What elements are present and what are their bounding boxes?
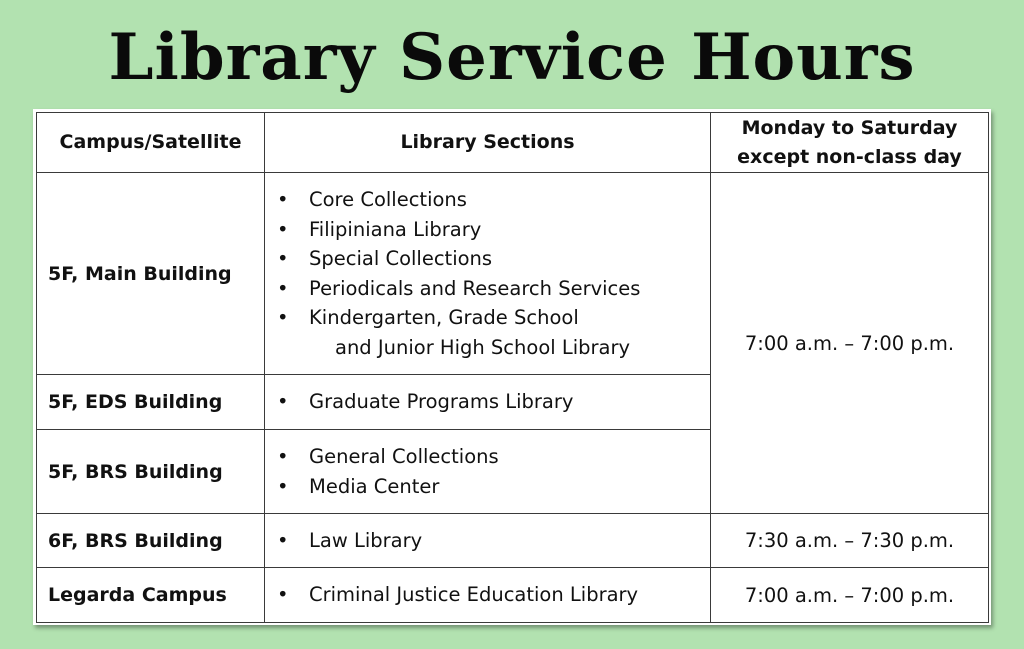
sections-cell bbox=[265, 568, 711, 623]
list-item: • Criminal Justice Education Library bbox=[275, 580, 710, 610]
table-row bbox=[37, 514, 989, 568]
table-row bbox=[37, 173, 989, 375]
campus-cell: 6F, BRS Building bbox=[37, 514, 265, 568]
header-hours-line2: except non-class day bbox=[737, 145, 962, 168]
header-hours-line1: Monday to Saturday bbox=[741, 116, 958, 139]
hours-cell: 7:00 a.m. – 7:00 p.m. bbox=[711, 568, 989, 623]
hours-cell: 7:30 a.m. – 7:30 p.m. bbox=[711, 514, 989, 568]
sections-cell bbox=[265, 514, 711, 568]
hours-table bbox=[36, 112, 989, 623]
list-item: • Law Library bbox=[275, 526, 710, 556]
list-item-text: Kindergarten, Grade School bbox=[309, 306, 579, 329]
campus-cell: 5F, BRS Building bbox=[37, 430, 265, 514]
list-item: • Core Collections bbox=[275, 185, 710, 215]
table-row bbox=[37, 568, 989, 623]
list-item: • Media Center bbox=[275, 472, 710, 502]
list-item: • Periodicals and Research Services bbox=[275, 274, 710, 304]
campus-cell: 5F, Main Building bbox=[37, 173, 265, 375]
list-item: • Filipiniana Library bbox=[275, 215, 710, 245]
list-item: • Special Collections bbox=[275, 244, 710, 274]
sections-cell bbox=[265, 375, 711, 430]
list-item: • Graduate Programs Library bbox=[275, 387, 710, 417]
header-hours bbox=[711, 113, 989, 173]
list-item-continuation: and Junior High School Library bbox=[335, 335, 631, 359]
header-campus: Campus/Satellite bbox=[37, 113, 265, 173]
page-title: Library Service Hours bbox=[108, 20, 916, 95]
table-header-row bbox=[37, 113, 989, 173]
list-item bbox=[275, 303, 710, 362]
campus-cell: Legarda Campus bbox=[37, 568, 265, 623]
header-sections: Library Sections bbox=[265, 113, 711, 173]
sections-cell bbox=[265, 430, 711, 514]
sections-cell bbox=[265, 173, 711, 375]
campus-cell: 5F, EDS Building bbox=[37, 375, 265, 430]
list-item: • General Collections bbox=[275, 442, 710, 472]
shared-hours-cell: 7:00 a.m. – 7:00 p.m. bbox=[711, 173, 989, 514]
hours-table-container bbox=[33, 109, 991, 625]
